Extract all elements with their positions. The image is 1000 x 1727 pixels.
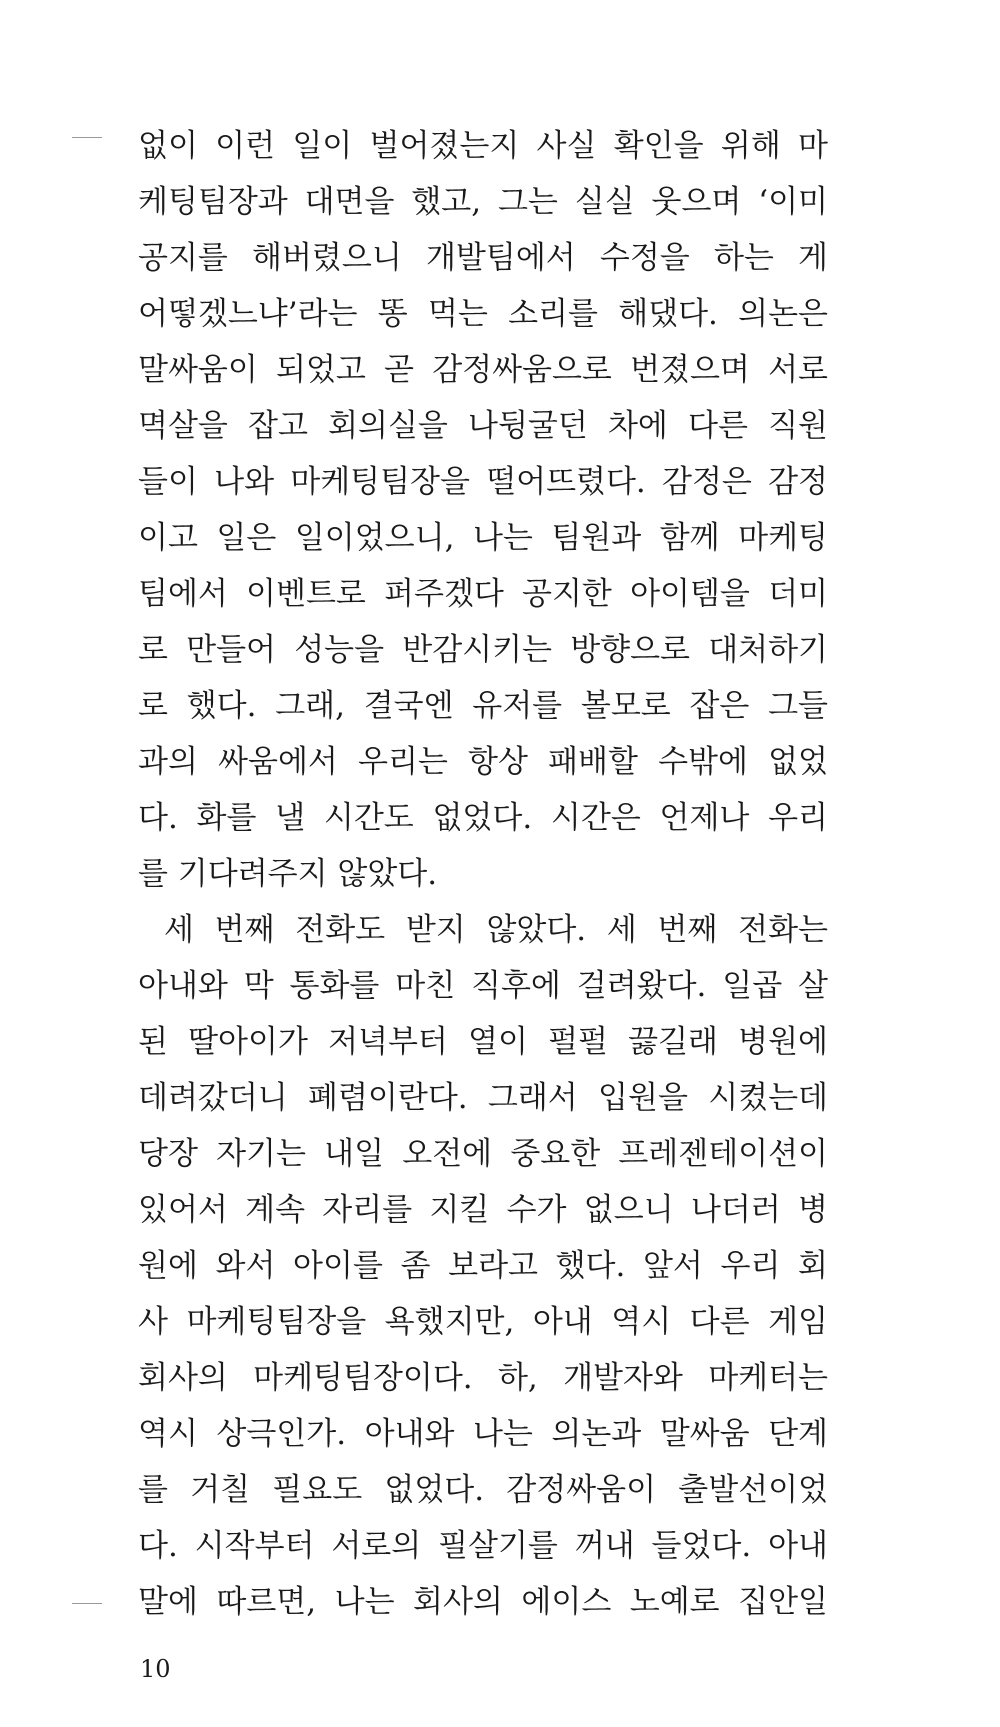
text-line: 사 마케팅팀장을 욕했지만, 아내 역시 다른 게임 [138, 1304, 828, 1340]
text-line: 이고 일은 일이었으니, 나는 팀원과 함께 마케팅 [138, 520, 828, 556]
text-line: 들이 나와 마케팅팀장을 떨어뜨렸다. 감정은 감정 [138, 464, 828, 500]
text-line: 어떻겠느냐’라는 똥 먹는 소리를 해댔다. 의논은 [138, 296, 828, 332]
body-text [138, 118, 828, 1630]
text-line: 로 만들어 성능을 반감시키는 방향으로 대처하기 [138, 632, 828, 668]
crop-mark-bottom [72, 1603, 102, 1604]
text-line: 를 기다려주지 않았다. [138, 856, 438, 892]
page-number: 10 [140, 1655, 171, 1683]
text-line: 말싸움이 되었고 곧 감정싸움으로 번졌으며 서로 [138, 352, 828, 388]
text-line: 된 딸아이가 저녁부터 열이 펄펄 끓길래 병원에 [138, 1024, 828, 1060]
text-line: 다. 화를 낼 시간도 없었다. 시간은 언제나 우리 [138, 800, 828, 836]
crop-mark-top [72, 137, 102, 138]
text-line: 케팅팀장과 대면을 했고, 그는 실실 웃으며 ‘이미 [138, 184, 828, 220]
text-line: 당장 자기는 내일 오전에 중요한 프레젠테이션이 [138, 1136, 828, 1172]
text-line: 없이 이런 일이 벌어졌는지 사실 확인을 위해 마 [138, 128, 828, 164]
text-line: 공지를 해버렸으니 개발팀에서 수정을 하는 게 [138, 240, 828, 276]
text-line: 를 거칠 필요도 없었다. 감정싸움이 출발선이었 [138, 1472, 828, 1508]
text-line: 아내와 막 통화를 마친 직후에 걸려왔다. 일곱 살 [138, 968, 828, 1004]
text-line: 팀에서 이벤트로 퍼주겠다 공지한 아이템을 더미 [138, 576, 828, 612]
text-line: 원에 와서 아이를 좀 보라고 했다. 앞서 우리 회 [138, 1248, 828, 1284]
text-line: 있어서 계속 자리를 지킬 수가 없으니 나더러 병 [138, 1192, 828, 1228]
text-line: 역시 상극인가. 아내와 나는 의논과 말싸움 단계 [138, 1416, 828, 1452]
text-line: 다. 시작부터 서로의 필살기를 꺼내 들었다. 아내 [138, 1528, 828, 1564]
text-line: 로 했다. 그래, 결국엔 유저를 볼모로 잡은 그들 [138, 688, 828, 724]
text-line: 말에 따르면, 나는 회사의 에이스 노예로 집안일 [138, 1584, 828, 1620]
text-line: 멱살을 잡고 회의실을 나뒹굴던 차에 다른 직원 [138, 408, 828, 444]
text-line: 회사의 마케팅팀장이다. 하, 개발자와 마케터는 [138, 1360, 828, 1396]
text-line: 과의 싸움에서 우리는 항상 패배할 수밖에 없었 [138, 744, 828, 780]
text-line: 세 번째 전화도 받지 않았다. 세 번째 전화는 [164, 912, 828, 948]
text-line: 데려갔더니 폐렴이란다. 그래서 입원을 시켰는데 [138, 1080, 828, 1116]
